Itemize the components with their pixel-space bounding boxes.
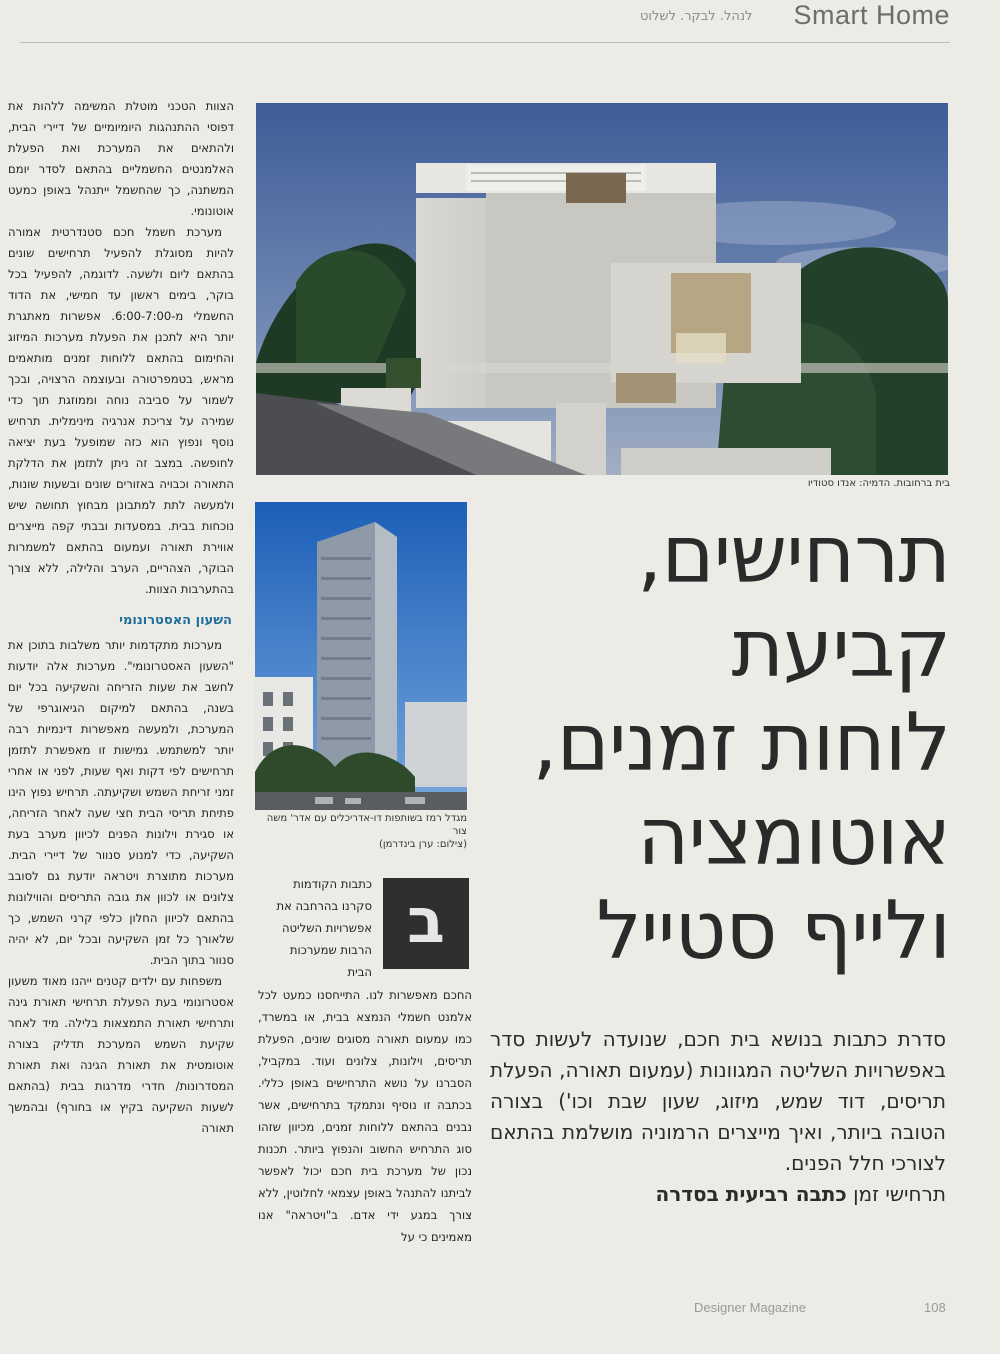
subheading-astronomical-clock: השעון האסטרונומי <box>119 613 232 628</box>
tower-caption-line1: מגדל רמז בשותפות דו-אדריכלים עם אדר' משה צור <box>266 813 467 837</box>
tower-photo-caption <box>255 812 467 851</box>
article-lead <box>490 1024 946 1210</box>
middle-intro-text: כתבות הקודמות סקרנו בהרחבה את אפשרויות השליטה הרבות שמערכות הבית <box>276 877 372 979</box>
header-rule <box>20 42 950 43</box>
headline-line-1: תרחישים, <box>637 508 950 601</box>
page-number: 108 <box>924 1300 946 1315</box>
section-title: Smart Home <box>793 0 950 30</box>
tower-caption-line2: (צילום: ערן בינדרמן) <box>378 839 467 850</box>
left-paragraph-1: הצוות הטכני מוטלת המשימה ללהות את דפוסי ההתנהגות היומיומיים של דיירי הבית, ולהתאים את המערכת ואת הפעלת האלמנטים החשמליים בהתאם לסדר יומם המשתנה, כך שהחשמל ייתנהל באופן כמעט אוטונומי. <box>8 99 234 218</box>
middle-body-text: החכם מאפשרות לנו. התייחסנו כמעט לכל אלמנט חשמלי הנמצא בבית, או במשרד, כמו עמעום תאורה מסוגים שונים, הפעלת תריסים, וילונות, צלונים ועוד. במקביל, הסברנו על נושא התרחישים באופן כללי. בכתבה זו נוסיף ונתמקד בתרחישים, אשר נבנים בהתאם ללוחות זמנים, מכיוון שזהו סוג התרחיש החשוב והנפוץ ביותר. תכנות נכון של מערכת בית חכם יכול לאפשר לביתנו להתנהל באופן עצמאי לחלוטין, ללא צורך במגע ידי אדם. ב"ויטראה" אנו מאמינים כי על <box>258 988 472 1244</box>
left-paragraph-2: מערכת חשמל חכם סטנדרטית אמורה להיות מסוגלת להפעיל תרחישים שונים בהתאם ליום ולשעה. לדוגמה, להפעיל בכל בוקר, בימים ראשון עד חמישי, את הדוד החשמלי מ-6:00-7:00. אפשרות מאתגרת יותר היא לתכנן את הפעלת מערכות המיזוג והחימום בהתאם ללוחות זמנים מותאמים מראש, בטמפרטורה ובעוצמה הרצויה, ובכך לשמור על סביבה נוחה וממוזגת תוך כדי שמירה על צריכת אנרגיה מינימלית. תרחיש נוסף ונפוץ הוא כזה שמופעל בעת יציאה לחופשה. במצב זה ניתן לתזמן את הדלקת התאורה וכבויה באזורים שונים ובשעות שונות, ולמעשה לתת למתבונן מבחוץ תחושה שיש נוכחות בבית. במסעדות ובבתי קפה מייצרים אווירת תאורה ועמעום בהתאם למשמרות הבוקר, הצהריים, הערב והלילה, ללא צורך בהתערבות הצוות. <box>8 225 234 596</box>
series-prefix: תרחישי זמן <box>853 1182 946 1206</box>
lead-text: סדרת כתבות בנושא בית חכם, שנועדה לעשות סדר באפשרויות השליטה המגוונות (עמעום תאורה, הפעלת תריסים, דוד שמש, מיזוג, שעון שבת וכו') בצורה הטובה ביותר, ואיך מייצרים הרמוניה מושלמת בהתאם לצורכי חלל הפנים. <box>490 1027 946 1175</box>
tower-photo <box>255 502 467 810</box>
headline-line-3: לוחות זמנים, <box>532 696 950 789</box>
drop-cap: ב <box>383 878 469 969</box>
article-headline <box>490 508 950 978</box>
left-paragraph-4: משפחות עם ילדים קטנים ייהנו מאוד משעון אסטרונומי בעת הפעלת תרחישי תאורת גינה ותרחישי תאורת התמצאות בלילה. מיד לאחר שקיעת השמש המערכת תדליק בצורה אוטומטית את תאורת הגינה ואת תאורת המסדרונות/ חדרי מדרגות בבית (בהתאם לשעות השקיעה בקיץ או בחורף) ובהמשך תאורה <box>8 974 234 1135</box>
middle-column-top <box>272 873 372 983</box>
middle-column-body <box>258 984 472 1248</box>
series-label: כתבה רביעית בסדרה <box>655 1182 847 1206</box>
headline-line-4: אוטומציה <box>637 790 950 883</box>
left-column <box>8 96 234 1139</box>
magazine-name: Designer Magazine <box>694 1300 807 1315</box>
headline-line-5: ולייף סטייל <box>596 884 950 977</box>
headline-line-2: קביעת <box>731 602 950 695</box>
house-photo <box>256 103 948 475</box>
section-tagline: לנהל. לבקר. לשלוט <box>640 9 753 24</box>
left-paragraph-3: מערכות מתקדמות יותר משלבות בתוכן את "השעון האסטרונומי". מערכות אלה יודעות לחשב את שעות הזריחה והשקיעה בכל יום בשנה, בהתאם למיקום הגיאוגרפי של המערכת, ולמעשה מאפשרות דינמיות רבה יותר למשתמש. גמישות זו מאפשרת לתזמן תרחישים לפי דקות ואף שעות, לפני או אחרי זמני זריחת השמש ושקיעתה. תרחיש נפוץ הינו פתיחת תריסי הבית חצי שעה לאחר הזריחה, או סגירת וילונות הפנים לכיוון מערב בעת השקיעה, כדי למנוע סנוור של דיירי הבית. מערכות מתוצרת ויטראה יודעת גם לסובב צלונים או לכוון את גובה התריסים והווילונות בהתאם לכיוון החלון כלפי קרני השמש, כך שלאורך כל זמן השקיעה ובכל יום, לא יהיה סנוור בתוך הבית. <box>8 638 234 967</box>
series-line <box>490 1179 946 1210</box>
house-photo-caption: בית ברחובות. הדמיה: אנדו סטודיו <box>807 478 950 489</box>
